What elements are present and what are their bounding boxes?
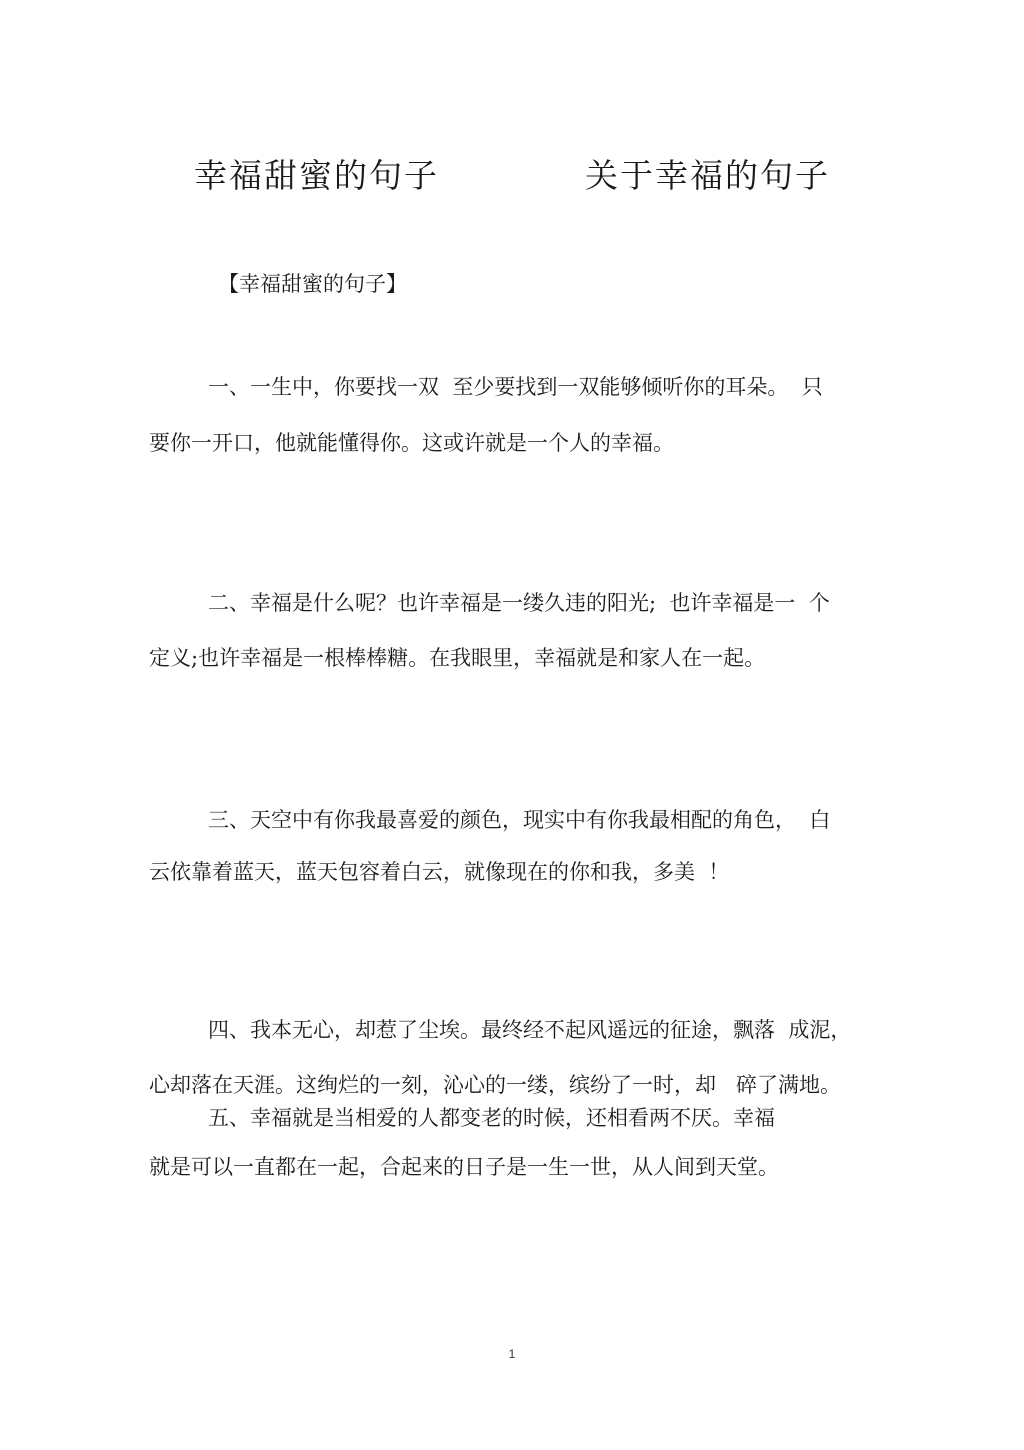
paragraph-4-line-2: 心却落在天涯。这绚烂的一刻，沁心的一缕，缤纷了一时，却 碎了满地。 <box>149 1073 842 1097</box>
page-number: 1 <box>508 1347 516 1361</box>
paragraph-2-line-1: 二、幸福是什么呢？也许幸福是一缕久违的阳光; 也许幸福是一 个 <box>208 591 830 615</box>
section-heading: 【幸福甜蜜的句子】 <box>218 272 407 296</box>
paragraph-1-line-1: 一、一生中，你要找一双 至少要找到一双能够倾听你的耳朵。 只 <box>208 375 823 399</box>
paragraph-1-line-2: 要你一开口，他就能懂得你。这或许就是一个人的幸福。 <box>149 431 674 455</box>
paragraph-4-line-1: 四、我本无心，却惹了尘埃。最终经不起风遥远的征途，飘落 成泥， <box>208 1018 852 1042</box>
paragraph-3-line-1: 三、天空中有你我最喜爱的颜色，现实中有你我最相配的角色， 白 <box>208 808 831 832</box>
paragraph-5-line-1: 五、幸福就是当相爱的人都变老的时候，还相看两不厌。幸福 <box>208 1106 775 1130</box>
paragraph-3-line-2: 云依靠着蓝天，蓝天包容着白云，就像现在的你和我，多美 ！ <box>149 860 730 884</box>
paragraph-2-line-2: 定义;也许幸福是一根棒棒糖。在我眼里，幸福就是和家人在一起。 <box>149 646 766 670</box>
paragraph-5-line-2: 就是可以一直都在一起，合起来的日子是一生一世，从人间到天堂。 <box>149 1155 779 1179</box>
document-title: 幸福甜蜜的句子 关于幸福的句子 <box>194 156 830 195</box>
